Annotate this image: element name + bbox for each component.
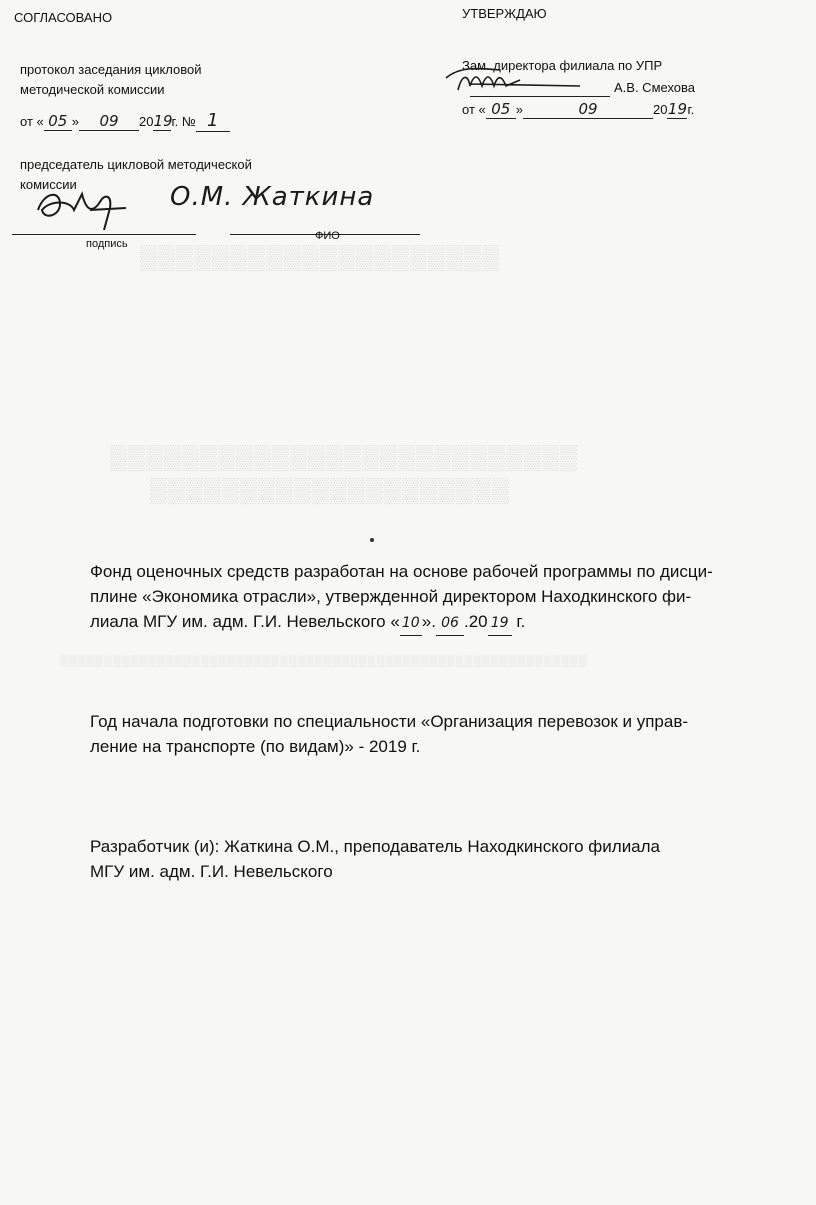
developer-line-1: Разработчик (и): Жаткина О.М., преподаватель Находкинского филиала bbox=[90, 837, 661, 856]
sep-1: ». bbox=[421, 612, 436, 631]
year-prefix: 20 bbox=[652, 102, 668, 117]
handwritten-day: 10 bbox=[400, 612, 422, 636]
date-prefix: от « bbox=[462, 102, 486, 117]
protocol-line-1: протокол заседания цикловой bbox=[20, 62, 202, 77]
handwritten-day: 05 bbox=[44, 112, 72, 131]
fund-line-3-prefix: лиала МГУ им. адм. Г.И. Невельского « bbox=[90, 612, 400, 631]
chair-line-1: председатель цикловой методической bbox=[20, 157, 252, 172]
approve-date bbox=[462, 100, 694, 119]
signature-image bbox=[30, 180, 140, 235]
fund-line-3 bbox=[90, 610, 525, 636]
handwritten-protocol-number: 1 bbox=[196, 110, 230, 132]
fund-tail: г. bbox=[511, 612, 526, 631]
day-close: » bbox=[515, 102, 523, 117]
approver-signature-line bbox=[470, 96, 610, 97]
date-prefix: от « bbox=[20, 114, 44, 129]
approver-name: А.В. Смехова bbox=[614, 80, 696, 95]
protocol-date bbox=[20, 110, 230, 132]
start-year-line-1: Год начала подготовки по специальности «Организация перевозок и управ- bbox=[90, 712, 689, 731]
handwritten-month: 09 bbox=[523, 100, 653, 119]
handwritten-year: 19 bbox=[667, 100, 687, 118]
fund-line-2: плине «Экономика отрасли», утвержденной директором Находкинского фи- bbox=[90, 587, 692, 606]
signature-caption: подпись bbox=[86, 238, 128, 250]
developer-line-2: МГУ им. адм. Г.И. Невельского bbox=[90, 862, 333, 881]
handwritten-day: 05 bbox=[486, 100, 516, 119]
year-tail: г. bbox=[687, 102, 695, 117]
bleed-through-text: ▒▒▒▒▒▒▒▒▒▒▒▒▒▒▒▒▒▒▒▒ bbox=[150, 478, 511, 504]
handwritten-month: 06 bbox=[436, 612, 464, 636]
ink-dot bbox=[370, 538, 374, 542]
handwritten-year: 19 bbox=[488, 612, 512, 636]
handwritten-month: 09 bbox=[79, 112, 139, 131]
bleed-through-text: ▒▒▒▒▒▒▒▒▒▒▒▒▒▒▒▒▒▒▒▒ bbox=[140, 245, 501, 271]
approver-position: Зам. директора филиала по УПР bbox=[462, 58, 663, 73]
protocol-line-2: методической комиссии bbox=[20, 82, 165, 97]
sep-2: .20 bbox=[463, 612, 488, 631]
agreed-header: СОГЛАСОВАНО bbox=[14, 10, 113, 25]
chair-line-2: комиссии bbox=[20, 177, 77, 192]
year-tail: г. № bbox=[171, 114, 196, 129]
handwritten-year: 19 bbox=[153, 112, 173, 130]
fio-caption: ФИО bbox=[315, 230, 340, 242]
bleed-through-text: ▒▒▒▒▒▒▒▒▒▒▒▒▒▒▒▒▒▒▒▒▒▒▒▒▒▒▒▒▒▒▒▒▒▒▒▒▒▒▒▒▒▒▒▒▒▒▒▒▒▒▒▒▒▒▒▒▒▒▒▒ bbox=[60, 655, 588, 667]
start-year-line-2: ление на транспорте (по видам)» - 2019 г. bbox=[90, 737, 421, 756]
approve-header: УТВЕРЖДАЮ bbox=[462, 6, 547, 21]
signature-line bbox=[12, 234, 196, 235]
fund-line-1: Фонд оценочных средств разработан на основе рабочей программы по дисци- bbox=[90, 562, 713, 581]
year-prefix: 20 bbox=[138, 114, 154, 129]
bleed-through-text: ▒▒▒▒▒▒▒▒▒▒▒▒▒▒▒▒▒▒▒▒▒▒▒▒▒▒ bbox=[110, 445, 579, 471]
handwritten-fio: О.М. Жаткина bbox=[170, 182, 375, 212]
day-close: » bbox=[71, 114, 79, 129]
approver-signature-image bbox=[440, 60, 610, 100]
